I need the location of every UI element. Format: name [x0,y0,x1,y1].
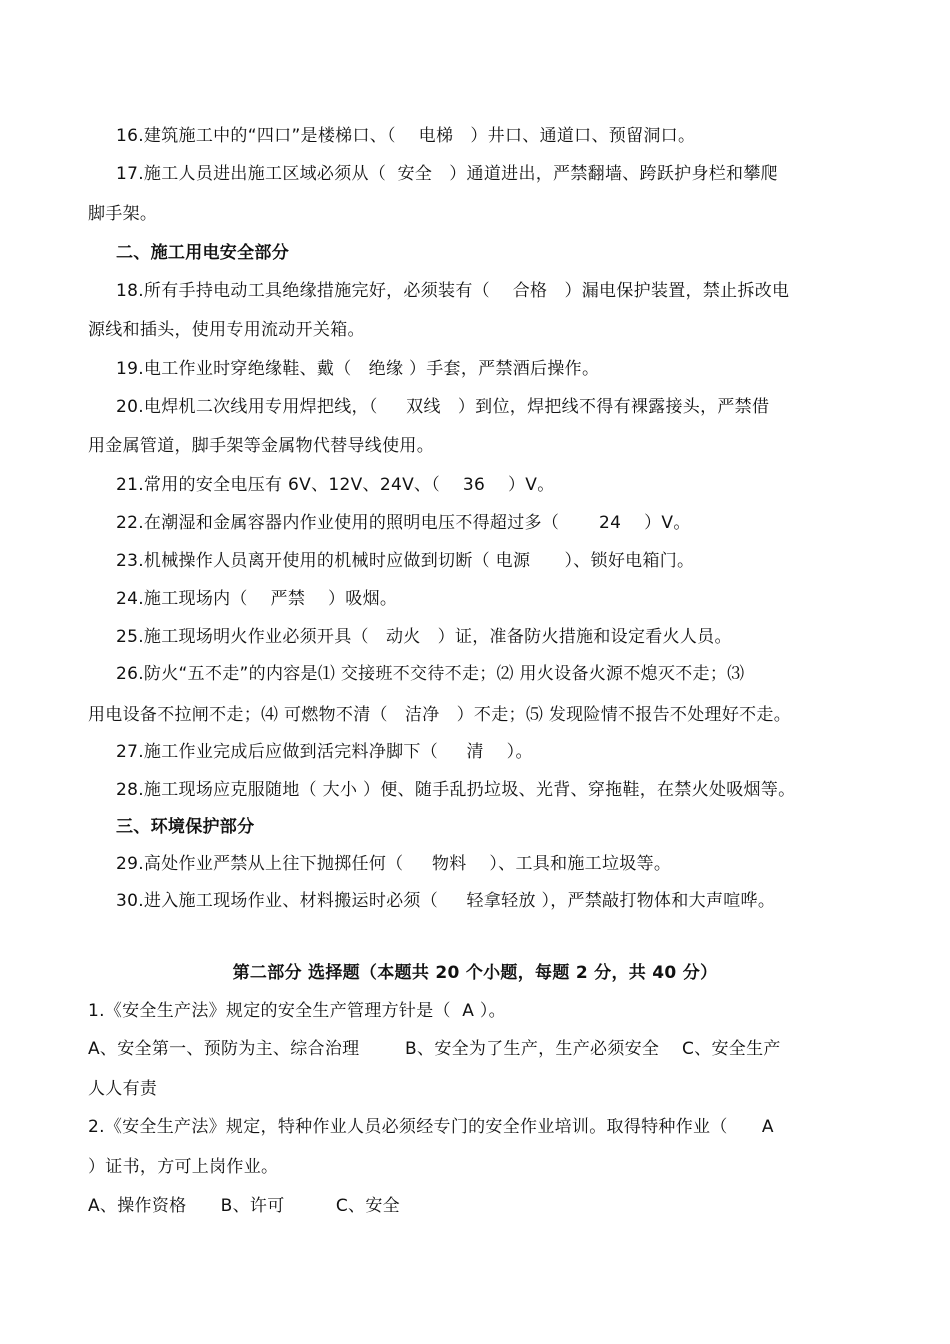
question-26: 26.防火“五不走”的内容是⑴ 交接班不交待不走；⑵ 用火设备火源不熄灭不走；⑶ [116,664,745,684]
question-20-continued: 用金属管道，脚手架等金属物代替导线使用。 [88,436,434,456]
question-30: 30.进入施工现场作业、材料搬运时必须（ 轻拿轻放 ），严禁敲打物体和大声喧哗。 [116,891,776,911]
question-17-continued: 脚手架。 [88,204,158,224]
section-heading-electrical: 二、施工用电安全部分 [116,243,289,263]
question-20: 20.电焊机二次线用专用焊把线，（ 双线 ）到位，焊把线不得有裸露接头，严禁借 [116,397,770,417]
question-23: 23.机械操作人员离开使用的机械时应做到切断（ 电源 ）、锁好电箱门。 [116,551,695,571]
question-21: 21.常用的安全电压有 6V、12V、24V、（ 36 ）V。 [116,475,555,495]
section-heading-environment: 三、环境保护部分 [116,817,255,837]
question-25: 25.施工现场明火作业必须开具（ 动火 ）证，准备防火措施和设定看火人员。 [116,627,732,647]
question-17: 17.施工人员进出施工区域必须从（ 安全 ）通道进出，严禁翻墙、跨跃护身栏和攀爬 [116,164,778,184]
question-18-continued: 源线和插头，使用专用流动开关箱。 [88,320,365,340]
question-19: 19.电工作业时穿绝缘鞋、戴（ 绝缘 ）手套，严禁酒后操作。 [116,359,600,379]
part-two-title: 第二部分 选择题（本题共 20 个小题，每题 2 分，共 40 分） [232,963,718,983]
question-28: 28.施工现场应克服随地（ 大小 ）便、随手乱扔垃圾、光背、穿拖鞋，在禁火处吸烟等。 [116,780,796,800]
question-29: 29.高处作业严禁从上往下抛掷任何（ 物料 ）、工具和施工垃圾等。 [116,854,672,874]
choice-question-2: 2.《安全生产法》规定，特种作业人员必须经专门的安全作业培训。取得特种作业（ A [88,1117,774,1137]
question-26-continued: 用电设备不拉闸不走；⑷ 可燃物不清（ 洁净 ）不走；⑸ 发现险情不报告不处理好不走。 [88,705,792,725]
choice-question-2-continued: ）证书，方可上岗作业。 [88,1157,279,1177]
question-22: 22.在潮湿和金属容器内作业使用的照明电压不得超过多（ 24 ）V。 [116,513,691,533]
question-16: 16.建筑施工中的“四口”是楼梯口、（ 电梯 ）井口、通道口、预留洞口。 [116,126,696,146]
choice-question-2-options: A、操作资格 B、许可 C、安全 [88,1196,400,1216]
choice-question-1-options: A、安全第一、预防为主、综合治理 B、安全为了生产，生产必须安全 C、安全生产 [88,1039,781,1059]
question-24: 24.施工现场内（ 严禁 ）吸烟。 [116,589,398,609]
choice-question-1-options-continued: 人人有责 [88,1079,158,1099]
choice-question-1: 1.《安全生产法》规定的安全生产管理方针是（ A ）。 [88,1001,506,1021]
question-18: 18.所有手持电动工具绝缘措施完好，必须装有（ 合格 ）漏电保护装置，禁止拆改电 [116,281,790,301]
question-27: 27.施工作业完成后应做到活完料净脚下（ 清 ）。 [116,742,533,762]
